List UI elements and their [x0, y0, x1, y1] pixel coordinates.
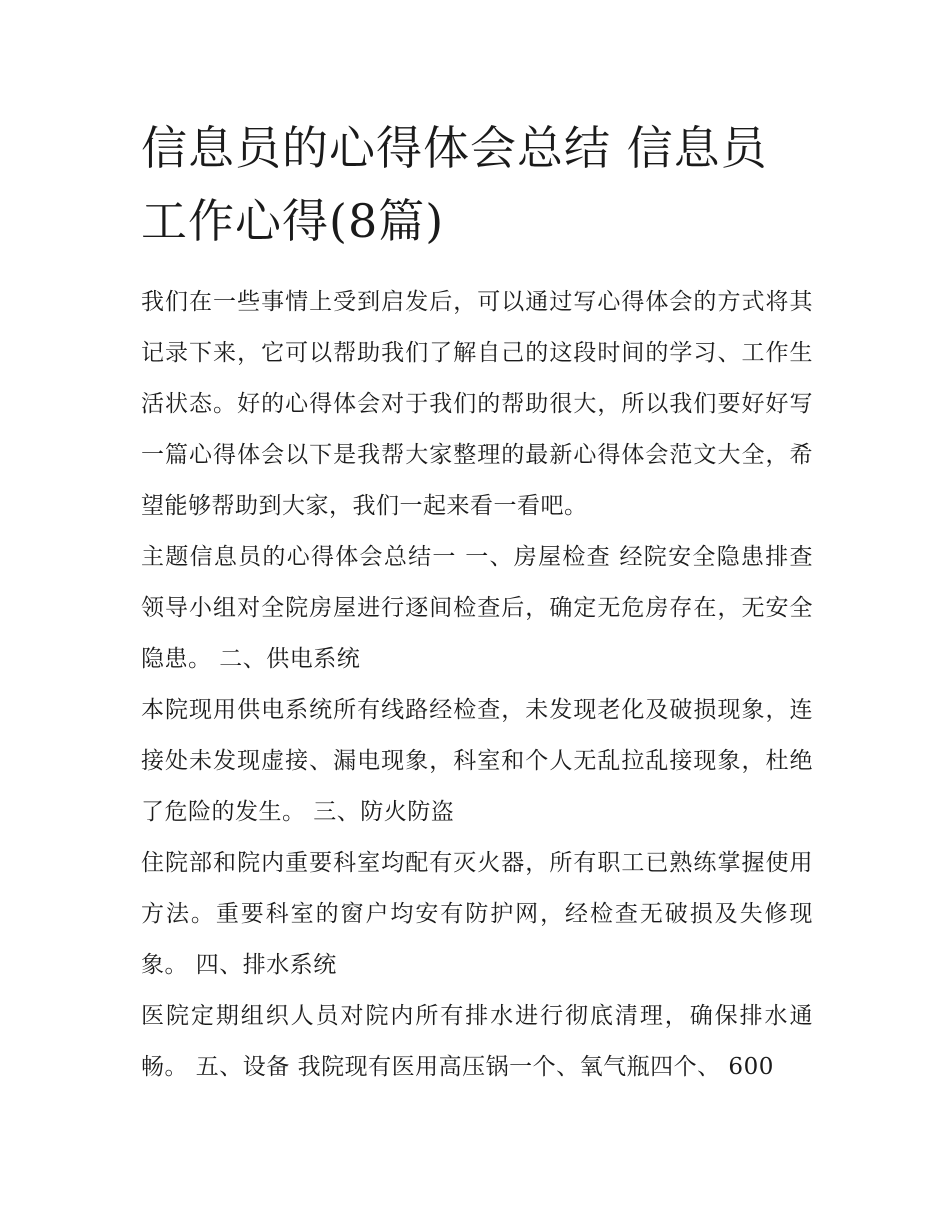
document-title: 信息员的心得体会总结 信息员工作心得(8篇) [141, 121, 768, 248]
section-housing-inspection: 主题信息员的心得体会总结一 一、房屋检查 经院安全隐患排查领导小组对全院房屋进行逐间检查后，确定无危房存在，无安全隐患。 二、供电系统 [141, 544, 813, 672]
section-fire-theft-prevention: 住院部和院内重要科室均配有灭火器，所有职工已熟练掌握使用方法。重要科室的窗户均安有防护网，经检查无破损及失修现象。 四、排水系统 [141, 850, 813, 978]
document-page [141, 112, 813, 1093]
intro-paragraph: 我们在一些事情上受到启发后，可以通过写心得体会的方式将其记录下来，它可以帮助我们了解自己的这段时间的学习、工作生活状态。好的心得体会对于我们的帮助很大，所以我们要好好写一篇心得体会以下是我帮大家整理的最新心得体会范文大全，希望能够帮助到大家，我们一起来看一看吧。 [141, 289, 813, 519]
section-drainage-equipment: 医院定期组织人员对院内所有排水进行彻底清理，确保排水通畅。 五、设备 我院现有医用高压锅一个、氧气瓶四个、 600 [141, 1003, 813, 1080]
section-power-system: 本院现用供电系统所有线路经检查，未发现老化及破损现象，连接处未发现虚接、漏电现象，科室和个人无乱拉乱接现象，杜绝了危险的发生。 三、防火防盗 [141, 697, 813, 825]
